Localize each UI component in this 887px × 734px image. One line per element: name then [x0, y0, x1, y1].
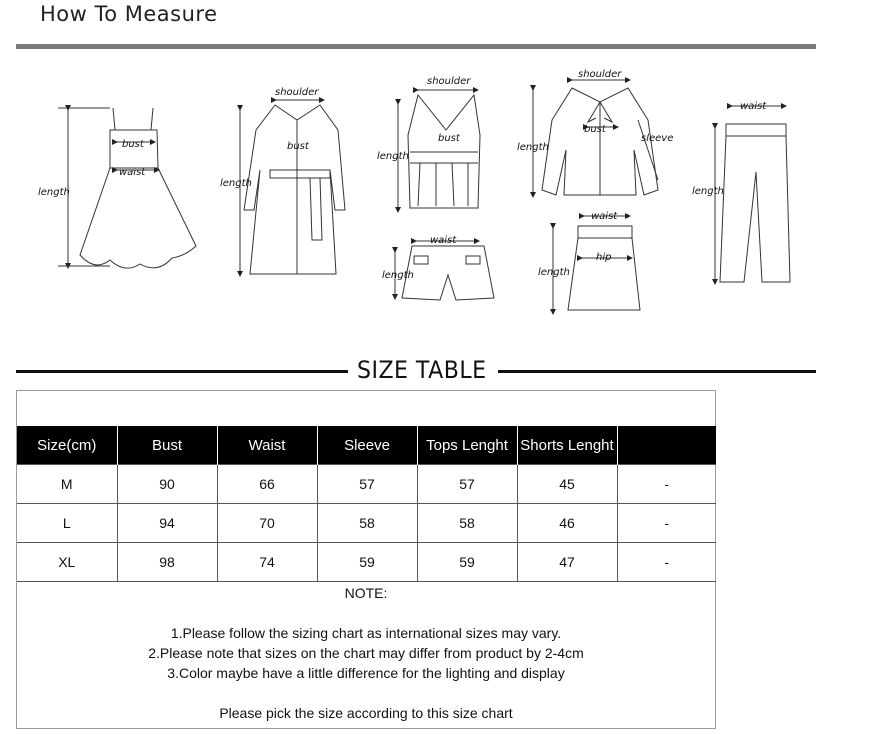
table-header-row — [17, 426, 716, 465]
table-cell: 57 — [417, 465, 517, 504]
shirt-figure — [533, 80, 658, 195]
size-table — [17, 426, 716, 582]
header-line-left — [16, 370, 348, 373]
table-cell: 59 — [417, 543, 517, 582]
measure-diagrams — [0, 60, 887, 350]
shirt-sleeve-label: sleeve — [641, 133, 674, 144]
table-cell: 98 — [117, 543, 217, 582]
shirt-length-label: length — [517, 142, 549, 153]
dress-length-label: length — [38, 187, 70, 198]
table-cell: 59 — [317, 543, 417, 582]
shirt-shoulder-label: shoulder — [578, 69, 622, 80]
column-header: Tops Lenght — [417, 426, 517, 465]
table-cell: 58 — [317, 504, 417, 543]
note-line: 1.Please follow the sizing chart as international sizes may vary. — [170, 625, 562, 641]
table-cell: XL — [17, 543, 117, 582]
table-row — [17, 543, 716, 582]
table-cell: 90 — [117, 465, 217, 504]
vest-bust-label: bust — [438, 133, 460, 144]
title-divider — [16, 44, 816, 49]
dress-waist-label: waist — [119, 167, 146, 178]
skirt-length-label: length — [538, 267, 570, 278]
table-cell: - — [617, 504, 716, 543]
column-header: Waist — [217, 426, 317, 465]
pants-length-label: length — [692, 186, 724, 197]
notes-section — [17, 583, 715, 723]
table-cell: M — [17, 465, 117, 504]
vest-figure — [398, 90, 480, 210]
table-cell: - — [617, 543, 716, 582]
size-table-header — [16, 354, 816, 388]
table-cell: - — [617, 465, 716, 504]
coat-shoulder-label: shoulder — [275, 87, 319, 98]
dress-figure — [58, 108, 196, 268]
column-header: Sleeve — [317, 426, 417, 465]
table-cell: 46 — [517, 504, 617, 543]
table-cell: 57 — [317, 465, 417, 504]
table-cell: 47 — [517, 543, 617, 582]
vest-shoulder-label: shoulder — [427, 76, 471, 87]
table-cell: 74 — [217, 543, 317, 582]
table-cell: 58 — [417, 504, 517, 543]
size-table-container — [16, 390, 716, 729]
measure-illustrations — [0, 60, 887, 350]
table-cell: 70 — [217, 504, 317, 543]
table-cell: 45 — [517, 465, 617, 504]
table-cell: 94 — [117, 504, 217, 543]
size-chart-footer: Please pick the size according to this size chart — [219, 705, 513, 721]
shorts-length-label: length — [382, 270, 414, 281]
page-title: How To Measure — [40, 2, 218, 26]
shorts-waist-label: waist — [430, 235, 457, 246]
note-title: NOTE: — [344, 585, 388, 601]
coat-figure — [240, 100, 345, 274]
skirt-figure — [553, 216, 640, 312]
column-header: Shorts Lenght — [517, 426, 617, 465]
note-line: 3.Color maybe have a little difference for the lighting and display — [167, 665, 565, 681]
size-table-title: SIZE TABLE — [357, 356, 487, 384]
skirt-waist-label: waist — [591, 211, 618, 222]
column-header: Size(cm) — [17, 426, 117, 465]
column-header: Bust — [117, 426, 217, 465]
column-header — [617, 426, 716, 465]
dress-bust-label: bust — [122, 139, 144, 150]
table-cell: L — [17, 504, 117, 543]
pants-waist-label: waist — [740, 101, 767, 112]
coat-bust-label: bust — [287, 141, 309, 152]
note-line: 2.Please note that sizes on the chart may differ from product by 2-4cm — [148, 645, 584, 661]
table-row — [17, 465, 716, 504]
header-line-right — [498, 370, 816, 373]
shirt-bust-label: bust — [584, 124, 606, 135]
coat-length-label: length — [220, 178, 252, 189]
table-cell: 66 — [217, 465, 317, 504]
vest-length-label: length — [377, 151, 409, 162]
table-row — [17, 504, 716, 543]
pants-figure — [715, 106, 790, 282]
skirt-hip-label: hip — [596, 252, 612, 263]
